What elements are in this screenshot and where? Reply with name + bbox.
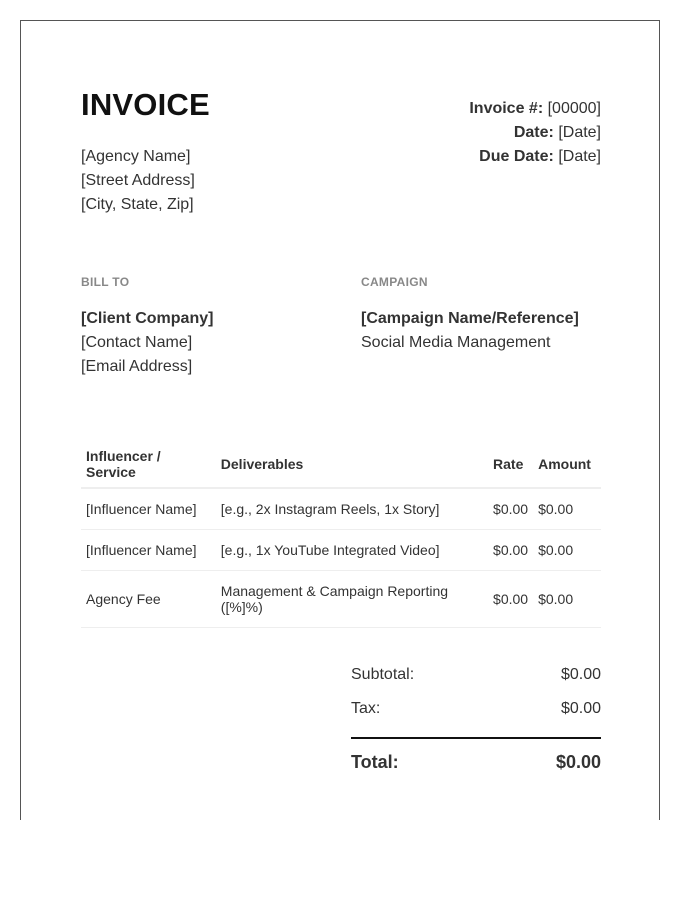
header-deliverables: Deliverables: [216, 441, 488, 488]
line-items-table: [81, 441, 601, 628]
invoice-number-value: [00000]: [547, 100, 601, 117]
invoice-meta: [469, 97, 601, 169]
invoice-due-date-label: Due Date:: [479, 148, 554, 165]
header-service: Influencer / Service: [81, 441, 216, 488]
invoice-date-label: Date:: [513, 124, 554, 141]
total-value: $0.00: [555, 752, 601, 772]
campaign-type: Social Media Management: [361, 334, 551, 351]
subtotal-label: Subtotal:: [351, 666, 415, 683]
bill-to-label: BILL TO: [81, 275, 130, 289]
invoice-due-date-row: [469, 145, 601, 169]
row-amount: $0.00: [533, 530, 601, 571]
agency-name: [Agency Name]: [81, 148, 191, 165]
bill-to-block: [81, 307, 213, 379]
row-rate: $0.00: [488, 571, 533, 628]
invoice-date-row: [469, 121, 601, 145]
agency-address: [81, 145, 195, 217]
tax-label: Tax:: [351, 700, 381, 717]
row-service: [Influencer Name]: [81, 488, 216, 530]
client-company: [Client Company]: [81, 310, 214, 327]
row-deliverables: Management & Campaign Reporting ([%]%): [216, 571, 488, 628]
tax-value: $0.00: [560, 700, 601, 717]
row-amount: $0.00: [533, 571, 601, 628]
row-deliverables: [e.g., 1x YouTube Integrated Video]: [216, 530, 488, 571]
total-row: [351, 739, 601, 785]
header-rate: Rate: [488, 441, 533, 488]
row-service: Agency Fee: [81, 571, 216, 628]
total-label: Total:: [351, 752, 399, 772]
totals-section: [351, 661, 601, 785]
row-rate: $0.00: [488, 488, 533, 530]
agency-city: [City, State, Zip]: [81, 196, 194, 213]
campaign-label: CAMPAIGN: [361, 275, 428, 289]
invoice-number-label: Invoice #:: [469, 100, 544, 117]
subtotal-value: $0.00: [560, 666, 601, 683]
invoice-number-row: [469, 97, 601, 121]
tax-row: [351, 695, 601, 729]
table-header-row: [81, 441, 601, 488]
campaign-name: [Campaign Name/Reference]: [361, 310, 579, 327]
table-row: [81, 488, 601, 530]
invoice-page: [20, 20, 660, 820]
header-amount: Amount: [533, 441, 601, 488]
subtotal-row: [351, 661, 601, 695]
row-rate: $0.00: [488, 530, 533, 571]
invoice-due-date-value: [Date]: [558, 148, 601, 165]
client-email: [Email Address]: [81, 358, 193, 375]
table-row: [81, 530, 601, 571]
table-row: [81, 571, 601, 628]
invoice-date-value: [Date]: [558, 124, 601, 141]
agency-street: [Street Address]: [81, 172, 195, 189]
row-deliverables: [e.g., 2x Instagram Reels, 1x Story]: [216, 488, 488, 530]
row-service: [Influencer Name]: [81, 530, 216, 571]
client-contact: [Contact Name]: [81, 334, 193, 351]
row-amount: $0.00: [533, 488, 601, 530]
invoice-title: INVOICE: [81, 87, 210, 122]
campaign-block: [361, 307, 579, 355]
